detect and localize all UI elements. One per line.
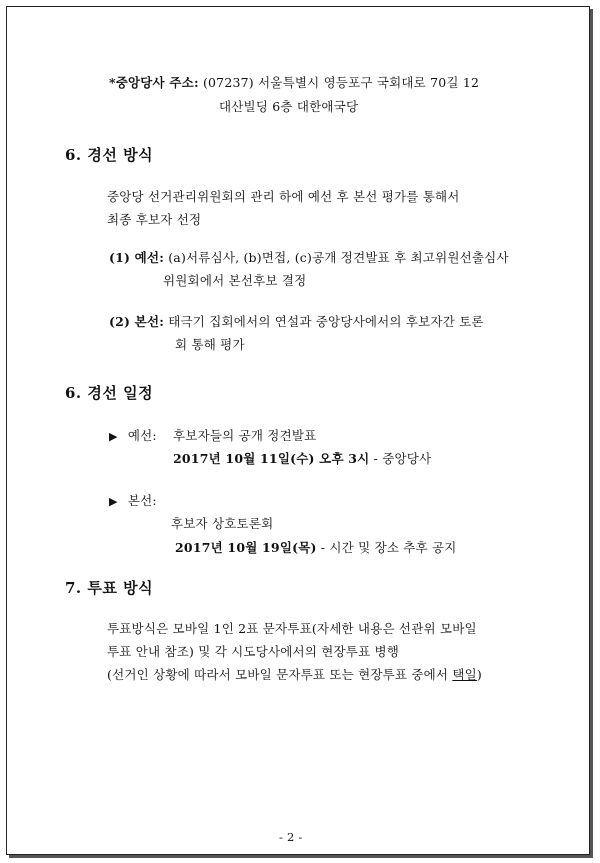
schedule-pre-desc: 후보자들의 공개 정견발표 — [173, 428, 317, 443]
arrow-icon: ▶ — [109, 495, 118, 508]
vote-line-2: 투표 안내 참조) 및 각 시도당사에서의 현장투표 병행 — [107, 644, 400, 659]
arrow-icon: ▶ — [109, 430, 118, 443]
vote-line-3 — [107, 665, 482, 683]
schedule-main-place: - 시간 및 장소 추후 공지 — [316, 540, 457, 555]
method-item-1-line-2: 위원회에서 본선후보 결정 — [163, 273, 307, 288]
address-line-2: 대산빌딩 6층 대한애국당 — [219, 99, 359, 114]
schedule-main-date: 2017년 10월 19일(목) — [175, 540, 317, 555]
schedule-main-label: 본선: — [127, 493, 157, 508]
address-label: *중앙당사 주소: — [109, 75, 199, 90]
method-item-2-text: 태극기 집회에서의 연설과 중앙당사에서의 후보자간 토론 — [164, 314, 484, 329]
schedule-main-line — [109, 491, 157, 509]
section-heading-schedule: 6. 경선 일정 — [65, 384, 154, 402]
schedule-main-desc: 후보자 상호토론회 — [171, 516, 274, 531]
schedule-pre-label: 예선: — [127, 428, 157, 443]
method-item-2-label: (2) 본선: — [109, 314, 165, 329]
vote-line-3-prefix: (선거인 상황에 따라서 모바일 문자투표 또는 현장투표 중에서 — [107, 667, 453, 682]
page-number: - 2 - — [279, 830, 303, 844]
schedule-pre-date: 2017년 10월 11일(수) 오후 3시 — [173, 451, 370, 466]
section-heading-vote: 7. 투표 방식 — [65, 579, 154, 597]
document-page — [6, 6, 590, 855]
method-intro-line-1: 중앙당 선거관리위원회의 관리 하에 예선 후 본선 평가를 통해서 — [107, 189, 460, 204]
schedule-main-date-line — [175, 538, 457, 556]
address-text: (07237) 서울특별시 영등포구 국회대로 70길 12 — [198, 75, 480, 90]
method-item-1-line-1 — [109, 248, 509, 266]
schedule-pre-date-line — [173, 449, 431, 467]
method-item-2-line-2: 회 통해 평가 — [175, 337, 245, 352]
vote-line-1: 투표방식은 모바일 1인 2표 문자투표(자세한 내용은 선관위 모바일 — [107, 621, 477, 636]
schedule-pre-line — [109, 426, 316, 444]
vote-line-3-suffix: ) — [476, 667, 482, 682]
vote-line-3-underlined: 택일 — [452, 667, 477, 682]
method-item-1-text: (a)서류심사, (b)면접, (c)공개 정견발표 후 최고위원선출심사 — [164, 250, 509, 265]
method-item-2-line-1 — [109, 312, 484, 330]
address-line-1 — [109, 73, 479, 91]
method-intro-line-2: 최종 후보자 선정 — [107, 212, 202, 227]
section-heading-method: 6. 경선 방식 — [65, 146, 154, 164]
schedule-pre-place: - 중앙당사 — [369, 451, 432, 466]
method-item-1-label: (1) 예선: — [109, 250, 165, 265]
